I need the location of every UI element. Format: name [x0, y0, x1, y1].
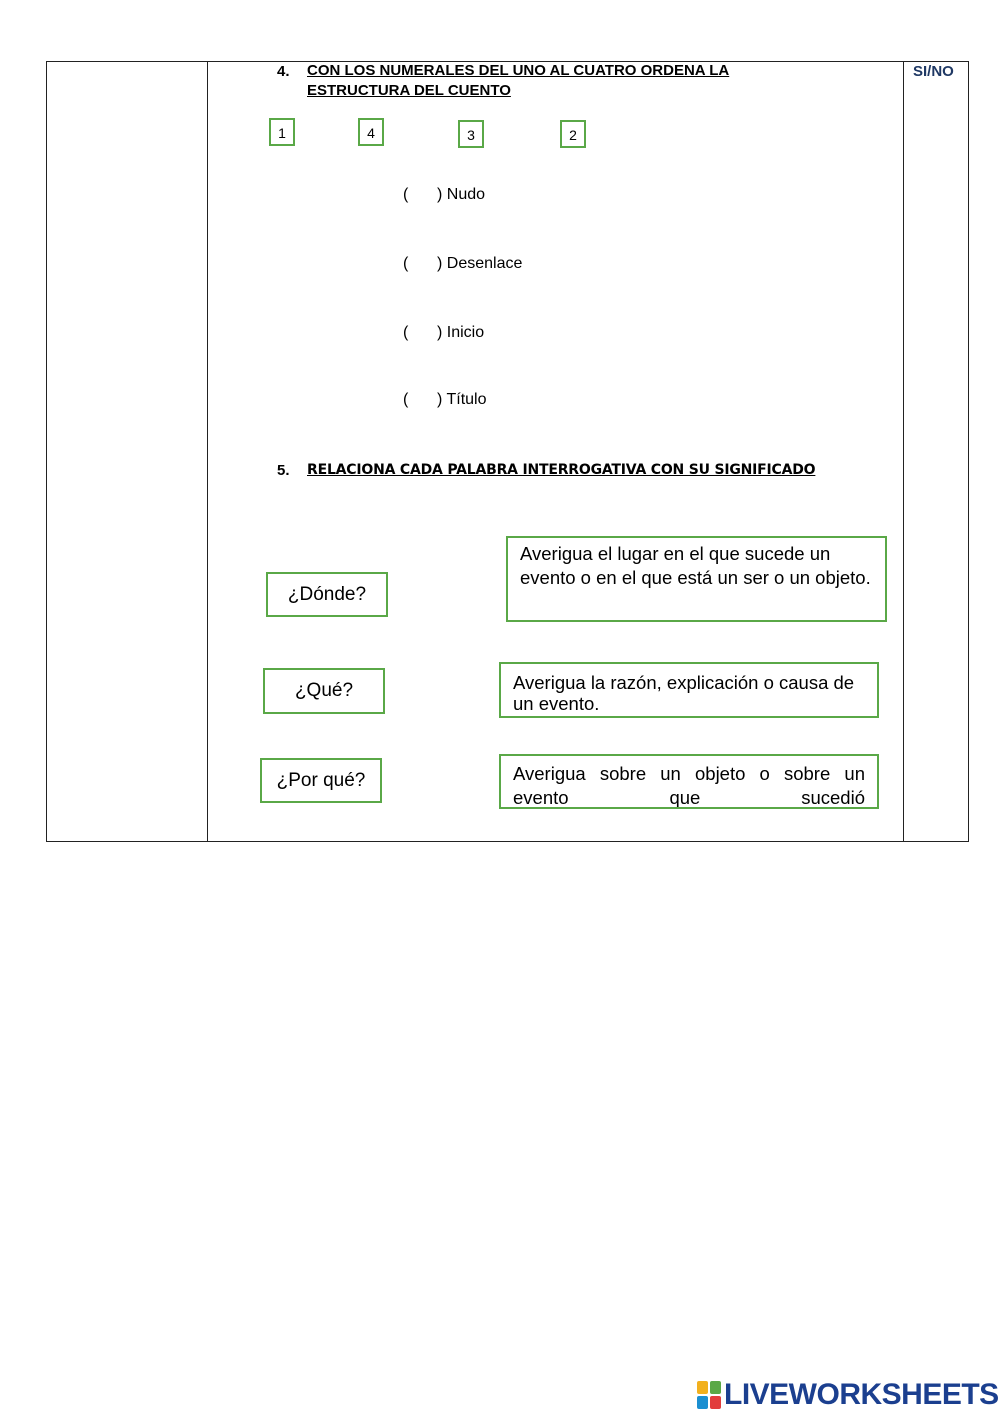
option-label: ) Título: [437, 391, 487, 408]
column-divider: [207, 62, 208, 841]
option-label: ) Nudo: [437, 186, 486, 203]
worksheet-table: [46, 61, 969, 842]
word-donde[interactable]: ¿Dónde?: [266, 572, 388, 617]
logo-text: LIVEWORKSHEETS: [724, 1378, 999, 1411]
structure-option: [403, 324, 484, 342]
numeral-box[interactable]: 4: [358, 118, 384, 146]
si-no-header: SI/NO: [913, 63, 954, 80]
structure-option: [403, 255, 522, 273]
structure-option: [403, 391, 487, 409]
answer-blank[interactable]: (: [403, 324, 409, 341]
question-4-title-line1: CON LOS NUMERALES DEL UNO AL CUATRO ORDENA LA: [307, 62, 730, 79]
option-label: ) Desenlace: [437, 255, 523, 272]
question-4-number: 4.: [277, 63, 290, 80]
word-por-que[interactable]: ¿Por qué?: [260, 758, 382, 803]
definition-object[interactable]: Averigua sobre un objeto o sobre un evento que sucedió: [499, 754, 879, 809]
option-label: ) Inicio: [437, 324, 485, 341]
definition-place[interactable]: Averigua el lugar en el que sucede un evento o en el que está un ser o un objeto.: [506, 536, 887, 622]
answer-blank[interactable]: (: [403, 186, 409, 203]
question-4-title-line2: ESTRUCTURA DEL CUENTO: [307, 82, 511, 99]
numeral-box[interactable]: 1: [269, 118, 295, 146]
liveworksheets-logo: [697, 1378, 999, 1412]
question-4-title: [307, 61, 729, 101]
answer-blank[interactable]: (: [403, 391, 409, 408]
definition-reason[interactable]: Averigua la razón, explicación o causa de un evento.: [499, 662, 879, 718]
numeral-box[interactable]: 2: [560, 120, 586, 148]
question-5-title: RELACIONA CADA PALABRA INTERROGATIVA CON SU SIGNIFICADO: [307, 462, 816, 478]
logo-icon: [697, 1381, 721, 1409]
word-que[interactable]: ¿Qué?: [263, 668, 385, 714]
structure-option: [403, 186, 485, 204]
answer-blank[interactable]: (: [403, 255, 409, 272]
question-5-number: 5.: [277, 462, 290, 479]
column-divider: [903, 62, 904, 841]
numeral-box[interactable]: 3: [458, 120, 484, 148]
